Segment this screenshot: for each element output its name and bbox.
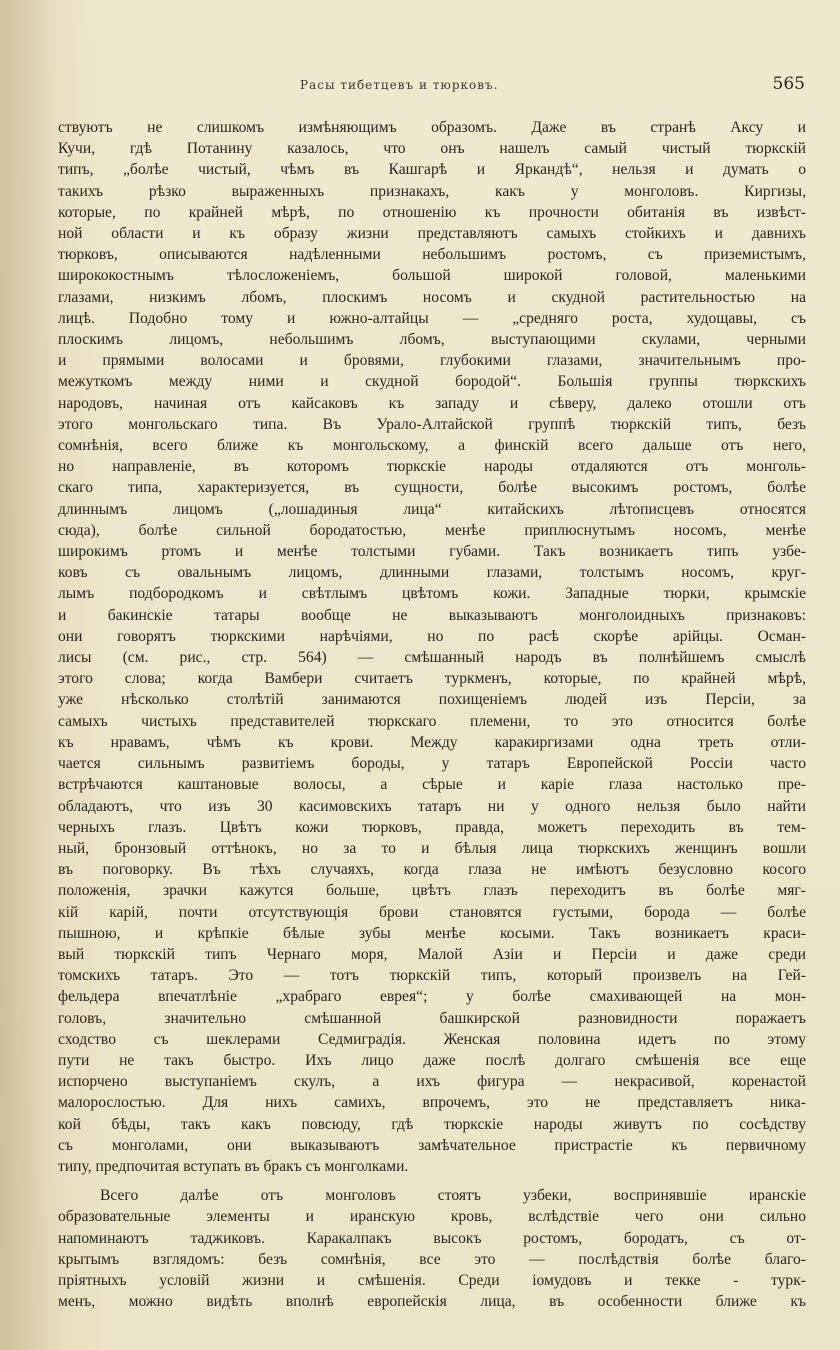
text-line: типу, предпочитая вступать въ бракъ съ монголками. [58,1157,409,1175]
text-line: съ монголами, они выказываютъ замѣчательное пристрастіе къ первичному [58,1136,806,1154]
text-line: лисы (см. рис., стр. 564) — смѣшанный народъ въ полнѣйшемъ смыслѣ [58,649,806,667]
text-line: они говорятъ тюркскими нарѣчіями, но по расѣ скорѣе арійцы. Осман- [58,627,806,645]
text-line: Всего далѣе отъ монголовъ стоятъ узбеки, воспринявшіе иранскіе [100,1187,806,1205]
text-line: образовательные элементы и иранскую кровь, вслѣдствіе чего они сильно [58,1208,806,1226]
text-line: сомнѣнія, всего ближе къ монгольскому, а финскій всего дальше отъ него, [58,437,806,455]
text-line: межуткомъ между ними и скудной бородой“. Большія группы тюркскихъ [58,373,806,391]
text-line: тюрковъ, описываются надѣленными небольшимъ ростомъ, съ приземистымъ, [58,246,806,264]
text-line: ной области и къ образу жизни представляютъ самыхъ стойкихъ и давнихъ [58,225,806,243]
text-line: обладаютъ, что изъ 30 касимовскихъ татаръ ни у одного нельзя было найти [58,797,806,815]
text-line: испорчено выступаніемъ скулъ, а ихъ фигура — некрасивой, коренастой [58,1073,806,1091]
text-line: пути не такъ быстро. Ихъ лицо даже послѣ долгаго смѣшенія все еще [58,1051,806,1069]
text-line: которые, по крайней мѣрѣ, по отношенію къ прочности обитанія въ извѣст- [58,203,806,221]
text-line: ширококостнымъ тѣлосложеніемъ, большой широкой головой, маленькими [58,267,806,285]
text-line: томскихъ татаръ. Это — тотъ тюркскій типъ, который произвелъ на Гей- [58,967,806,985]
text-line: менъ, можно видѣть вполнѣ европейскія лица, въ особенности ближе къ [58,1293,806,1311]
running-head [60,74,805,98]
text-line: ный, бронзовый оттѣнокъ, но за то и бѣлыя лица тюркскихъ женщинъ вошли [58,839,806,857]
text-line: но направленіе, въ которомъ тюркскіе народы отдаляются отъ монголь- [58,458,806,476]
text-line: черныхъ глазъ. Цвѣтъ кожи тюрковъ, правда, можетъ переходить въ тем- [58,818,806,836]
text-line: сюда), болѣе сильной бородатостью, менѣе приплюснутымъ носомъ, менѣе [58,521,806,539]
text-line: крытымъ взглядомъ: безъ сомнѣнія, все это — послѣдствія болѣе благо- [58,1250,806,1268]
text-line: широкимъ ртомъ и менѣе толстыми губами. Такъ возникаетъ типъ узбе- [58,543,806,561]
text-line: этого монгольскаго типа. Въ Урало-Алтайской группѣ тюркскій типъ, безъ [58,415,806,433]
text-line: вый тюркскій типъ Чернаго моря, Малой Азіи и Персіи и даже среди [58,945,806,963]
text-line: длиннымъ лицомъ („лошадиныя лица“ китайскихъ лѣтописцевъ относятся [58,500,806,518]
text-line: Кучи, гдѣ Потанину казалось, что онъ нашелъ самый чистый тюркскій [58,140,806,158]
text-line: типъ, „болѣе чистый, чѣмъ въ Кашгарѣ и Яркандѣ“, нельзя и думать о [58,161,806,179]
text-line: въ поговорку. Въ тѣхъ случаяхъ, когда глаза не имѣютъ безусловно косого [58,861,806,879]
text-line: положенія, зрачки кажутся больше, цвѣтъ глазъ переходитъ въ болѣе мяг- [58,882,806,900]
text-line: такихъ рѣзко выраженныхъ признакахъ, какъ у монголовъ. Киргизы, [58,182,806,200]
text-line: къ нравамъ, чѣмъ къ крови. Между каракиргизами одна треть отли- [58,733,806,751]
text-line: народовъ, начиная отъ кайсаковъ къ западу и сѣверу, далеко отошли отъ [58,394,806,412]
paragraph [58,117,806,1177]
text-line: глазами, низкимъ лбомъ, плоскимъ носомъ и скудной растительностью на [58,288,806,306]
text-line: пышною, и крѣпкіе бѣлые зубы менѣе косыми. Такъ возникаетъ краси- [58,924,806,942]
body-text [58,117,806,1312]
text-line: ствуютъ не слишкомъ измѣняющимъ образомъ. Даже въ странѣ Аксу и [58,119,806,136]
paragraph [58,1185,806,1312]
text-line: напоминаютъ таджиковъ. Каракалпакъ высокъ ростомъ, бородатъ, съ от- [58,1229,806,1247]
text-line: ковъ съ овальнымъ лицомъ, длинными глазами, толстымъ носомъ, круг- [58,564,806,582]
text-line: пріятныхъ условій жизни и смѣшенія. Среди іомудовъ и текке - турк- [58,1271,806,1289]
text-line: головъ, значительно смѣшанной башкирской разновидности поражаетъ [58,1009,806,1027]
text-line: лымъ подбородкомъ и свѣтлымъ цвѣтомъ кожи. Западные тюрки, крымскіе [58,585,806,603]
text-line: этого слова; когда Вамбери считаетъ туркменъ, которые, по крайней мѣрѣ, [58,670,806,688]
text-line: скаго типа, характеризуется, въ сущности, болѣе высокимъ ростомъ, болѣе [58,479,806,497]
text-line: чается сильнымъ развитіемъ бороды, у татаръ Европейской Россіи часто [58,755,806,773]
text-line: кой бѣды, такъ какъ повсюду, гдѣ тюркскіе народы живутъ по сосѣдству [58,1115,806,1133]
text-line: плоскимъ лицомъ, небольшимъ лбомъ, выступающими скулами, черными [58,331,806,349]
text-line: кій карій, почти отсутствующія брови становятся густыми, борода — болѣе [58,903,806,921]
text-line: лицѣ. Подобно тому и южно-алтайцы — „средняго роста, худощавы, съ [58,309,806,327]
text-line: самыхъ чистыхъ представителей тюркскаго племени, то это относится болѣе [58,712,806,730]
text-line: сходство съ шеклерами Седмиградія. Женская половина идетъ по этому [58,1030,806,1048]
text-line: и прямыми волосами и бровями, глубокими глазами, значительнымъ про- [58,352,806,370]
page-number: 565 [772,74,805,94]
text-line: уже нѣсколько столѣтій занимаются похищеніемъ людей изъ Персіи, за [58,691,806,709]
running-title: Расы тибетцевъ и тюрковъ. [300,78,499,92]
text-line: малорослостью. Для нихъ самихъ, впрочемъ, это не представляетъ ника- [58,1094,806,1112]
text-line: фельдера впечатлѣніе „храбраго еврея“; у болѣе смахивающей на мон- [58,988,806,1006]
text-line: встрѣчаются каштановые волосы, а сѣрые и каріе глаза настолько пре- [58,776,806,794]
text-line: и бакинскіе татары вообще не выказываютъ монголоидныхъ признаковъ: [58,606,806,624]
